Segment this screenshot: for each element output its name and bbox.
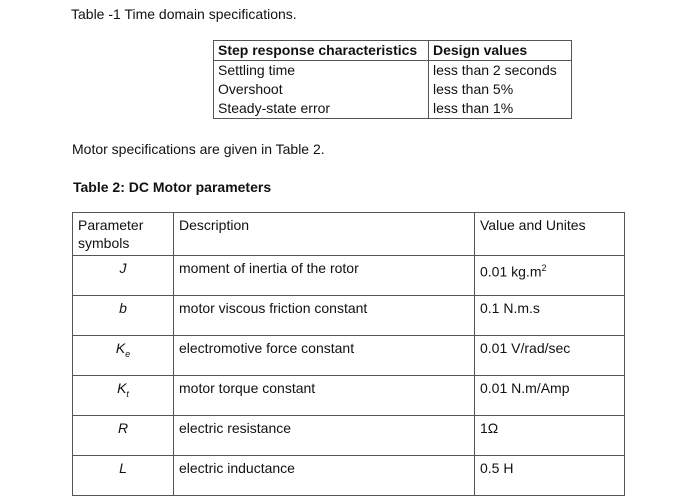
column-header: Design values [429, 41, 572, 61]
parameter-value: 1Ω [475, 416, 625, 456]
parameter-symbol [73, 336, 174, 376]
column-header: Value and Unites [475, 213, 625, 256]
symbol-subscript: e [125, 348, 131, 359]
symbol-text: R [117, 420, 129, 436]
table-row [73, 376, 625, 416]
table-cell: less than 5% [429, 80, 572, 99]
parameter-symbol [73, 416, 174, 456]
parameter-description: motor viscous friction constant [174, 296, 475, 336]
parameter-value: 0.5 H [475, 456, 625, 496]
parameter-value [475, 256, 625, 296]
table2-title: Table 2: DC Motor parameters [73, 179, 272, 195]
table-row [73, 296, 625, 336]
parameter-value: 0.01 V/rad/sec [475, 336, 625, 376]
parameter-description: moment of inertia of the rotor [174, 256, 475, 296]
symbol-text: b [119, 300, 127, 316]
symbol-text: K [117, 380, 127, 396]
symbol-text: K [115, 340, 126, 356]
table-header-row [73, 213, 625, 256]
column-header: Description [174, 213, 475, 256]
table-row [214, 61, 572, 81]
table-header-row [214, 41, 572, 61]
table-row [214, 99, 572, 119]
parameter-description: electric inductance [174, 456, 475, 496]
column-header: Step response characteristics [214, 41, 429, 61]
table-cell: Settling time [214, 61, 429, 81]
motor-spec-note: Motor specifications are given in Table 2. [72, 141, 325, 157]
parameter-value: 0.1 N.m.s [475, 296, 625, 336]
parameter-symbol [73, 376, 174, 416]
symbol-text: L [119, 460, 127, 476]
parameter-value: 0.01 N.m/Amp [475, 376, 625, 416]
symbol-text: J [119, 260, 127, 276]
design-specs-table [213, 40, 572, 119]
parameter-description: electric resistance [174, 416, 475, 456]
table-cell: Overshoot [214, 80, 429, 99]
dc-motor-parameters-table [72, 212, 625, 496]
parameter-description: electromotive force constant [174, 336, 475, 376]
symbol-subscript: t [126, 388, 129, 399]
parameter-description: motor torque constant [174, 376, 475, 416]
table-cell: less than 2 seconds [429, 61, 572, 81]
table-row [73, 416, 625, 456]
table-cell: Steady-state error [214, 99, 429, 119]
column-header: Parameter symbols [73, 213, 174, 256]
parameter-symbol [73, 296, 174, 336]
table-row [73, 256, 625, 296]
table-cell: less than 1% [429, 99, 572, 119]
parameter-symbol [73, 256, 174, 296]
table-row [73, 336, 625, 376]
value-superscript: 2 [541, 263, 547, 273]
table1-title: Table -1 Time domain specifications. [71, 6, 297, 22]
table-row [214, 80, 572, 99]
value-text: 0.01 kg.m [480, 263, 542, 280]
